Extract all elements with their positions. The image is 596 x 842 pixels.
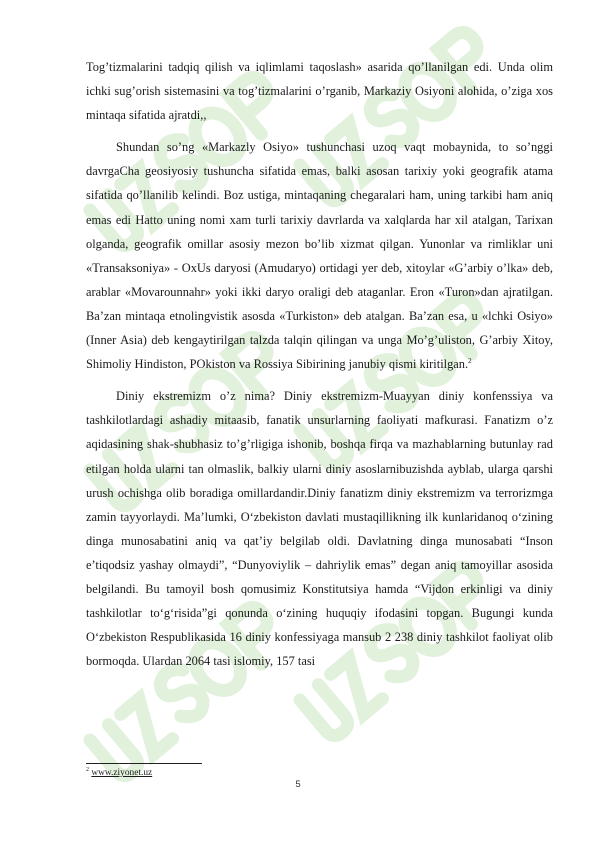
footnote-link[interactable]: www.ziyonet.uz <box>91 768 153 778</box>
body-text <box>86 55 553 673</box>
footnote <box>86 767 152 779</box>
paragraph-2-text: Shundan so’ng «Markazly Osiyo» tushunchasi uzoq vaqt mobaynida, to so’nggi davrgaCha geosiyosiy tushuncha sifatida emas, balki asosan tarixiy yoki geografik atama sifatida qo’llanilib kelindi. Boz ustiga, mintaqaning chegaralari ham, uning tarkibi ham aniq emas edi Hatto uning nomi xam turli tarixiy davrlarda va xalqlarda har xil atalgan, Tarixan olganda, geografik omillar asosiy mezon bo’lib xizmat qilgan. Yunonlar va rimliklar uni «Transaksoniya» - OxUs daryosi (Amudaryo) ortidagi yer deb, xitoylar «G’arbiy o’lka» deb, arablar «Movarounnahr» yoki ikki daryo oraligi deb ataganlar. Eron «Turon»dan ajratilgan. Ba’zan mintaqa etnolingvistik asosda «Turkiston» deb atalgan. Ba’zan esa, u «lchki Osiyo» (Inner Asia) deb kengaytirilgan talzda talqin qilingan va unga Mo’g’uliston, G’arbiy Xitoy, Shimoliy Hindiston, POkiston va Rossiya Sibirining janubiy qismi kiritilgan. <box>86 140 553 372</box>
footnote-separator <box>86 763 202 764</box>
footnote-marker: 2 <box>86 766 89 773</box>
paragraph-1-text: Tog’tizmalarini tadqiq qilish va iqlimlami taqoslash» asarida qo’llanilgan edi. Unda olim ichki sug’orish sistemasini va tog’tizmalarini o’rganib, Markaziy Osiyoni alohida, o’ziga xos mintaqa sifatida ajratdi,, <box>86 60 553 123</box>
paragraph-2 <box>86 135 553 376</box>
paragraph-1 <box>86 55 553 127</box>
paragraph-3 <box>86 384 553 673</box>
paragraph-3-text: Diniy ekstremizm o’z nima? Diniy ekstremizm-Muayyan diniy konfenssiya va tashkilotlardagi ashadiy mitaasib, fanatik unsurlarning faoliyati mafkurasi. Fanatizm o’z aqidasining shak-shubhasiz to’g’rligiga ishonib, boshqa firqa va mazhablarning butunlay rad etilgan holda ularni tan olmaslik, balkiy ularni diniy asoslarnibuzishda ayblab, ularga qarshi urush ochishga olib boradiga omillardandir.Diniy fanatizm diniy ekstremizm va terrorizmga zamin tayyorlaydi. Ma’lumki, O‘zbekiston davlati mustaqillikning ilk kunlaridanoq o‘zining dinga munosabatini aniq va qat’iy belgilab oldi. Davlatning dinga munosabati “Inson e’tiqodsiz yashay olmaydi”, “Dunyoviylik – dahriylik emas” degan aniq tamoyillar asosida belgilandi. Bu tamoyil bosh qomusimiz Konstitutsiya hamda “Vijdon erkinligi va diniy tashkilotlar to‘g‘risida”gi qonunda o‘zining huquqiy ifodasini topgan. Bugungi kunda O‘zbekiston Respublikasida 16 diniy konfessiyaga mansub 2 238 diniy tashkilot faoliyat olib bormoqda. Ulardan 2064 tasi islomiy, 157 tasi <box>86 389 553 669</box>
page-number: 5 <box>295 779 301 790</box>
footnote-reference[interactable]: 2 <box>468 357 472 365</box>
